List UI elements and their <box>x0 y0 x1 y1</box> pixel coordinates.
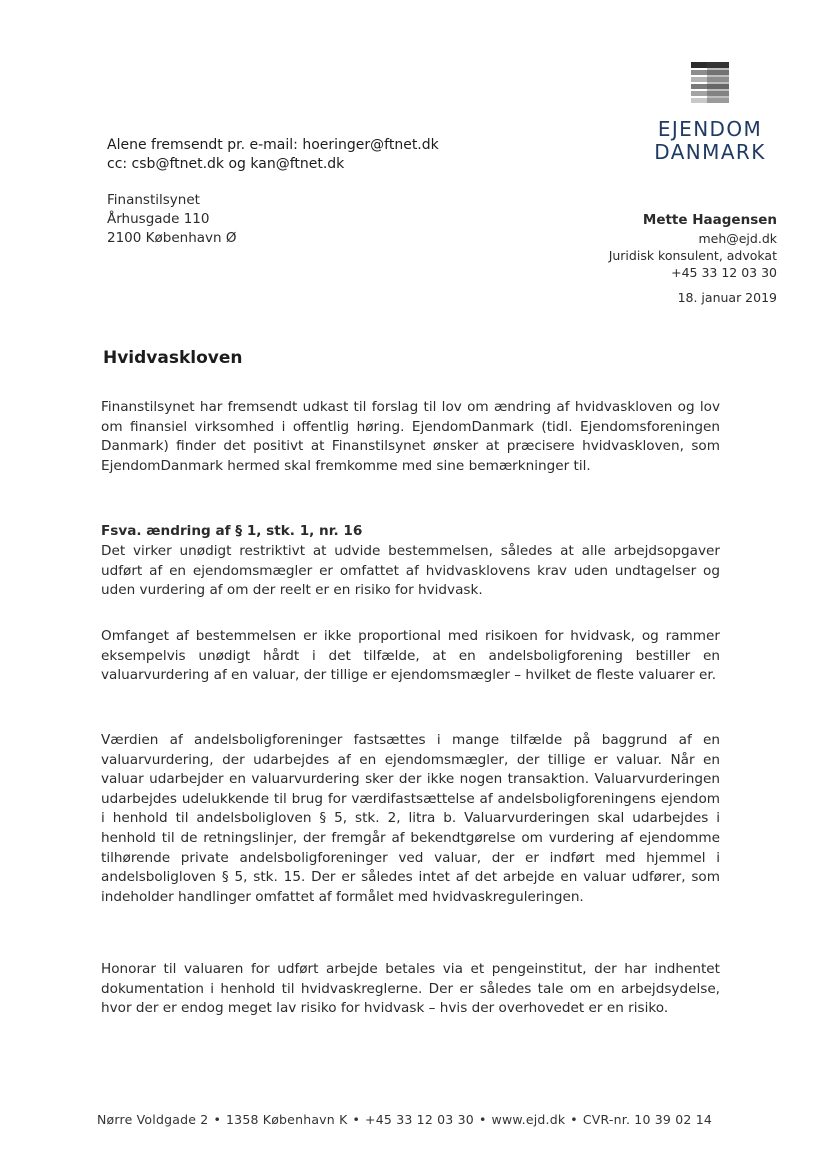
footer-website: www.ejd.dk <box>491 1112 566 1127</box>
sender-role: Juridisk konsulent, advokat <box>608 248 777 263</box>
paragraph: Honorar til valuaren for udført arbejde betales via et pengeinstitut, der har indhentet dokumentation i henhold til hvidvaskreglerne. Der er således tale om en arbejdsydelse, hvor der er endog meget lav risiko for hvidvask – hvis der overhovedet er en risiko. <box>101 961 720 1017</box>
sent-info <box>107 136 439 174</box>
paragraph: Værdien af andelsboligforeninger fastsættes i mange tilfælde på baggrund af en valuarvurdering, der udarbejdes af en ejendomsmægler, der tillige er valuar. Når en valuar udarbejder en valuarvurdering sker der ikke nogen transaktion. Valuarvurderingen udarbejdes udelukkende til brug for værdifastsættelse af andelsboligforeningens ejendom i henhold til andelsboligloven § 5, stk. 2, litra b. Valuarvurderingen skal udarbejdes i henhold til de retningslinjer, der fremgår af bekendtgørelse om vurdering af ejendomme tilhørende private andelsboligforeninger ved valuar, der er indført med hjemmel i andelsboligloven § 5, stk. 15. Der er således intet af det arbejde en valuar udfører, som indeholder handlinger omfattet af formålet med hvidvaskreguleringen. <box>101 732 720 905</box>
recipient-address <box>107 191 236 248</box>
logo-line-2: DANMARK <box>654 140 766 164</box>
stacked-layers-logo-icon <box>687 60 733 104</box>
paragraph-intro: Finanstilsynet har fremsendt udkast til forslag til lov om ændring af hvidvaskloven og lov om finansiel virksomhed i offentlig høring. EjendomDanmark (tidl. Ejendomsforeningen Danmark) finder det positivt at Finanstilsynet ønsker at præcisere hvidvaskloven, som EjendomDanmark hermed skal fremkomme med sine bemærkninger til. <box>101 399 720 474</box>
paragraph: Omfanget af bestemmelsen er ikke proportional med risikoen for hvidvask, og rammer eksempelvis unødigt hårdt i det tilfælde, at en andelsboligforening bestiller en valuarvurdering af en valuar, der tillige er ejendomsmægler – hvilket de fleste valuarer er. <box>101 628 720 684</box>
sent-line: Alene fremsendt pr. e-mail: hoeringer@ftnet.dk <box>107 137 439 153</box>
section-heading: Fsva. ændring af § 1, stk. 1, nr. 16 <box>101 523 363 539</box>
footer-address: Nørre Voldgade 2 <box>97 1112 209 1127</box>
footer-phone: +45 33 12 03 30 <box>365 1112 474 1127</box>
page-footer: Nørre Voldgade 2 • 1358 København K • +45 33 12 03 30 • www.ejd.dk • CVR-nr. 10 39 02 14 <box>97 1112 713 1127</box>
sender-email: meh@ejd.dk <box>698 231 777 246</box>
paragraph: Det virker unødigt restriktivt at udvide bestemmelsen, således at alle arbejdsopgaver udført af en ejendomsmægler er omfattet af hvidvasklovens krav uden undtagelser og uden vurdering af om der reelt er en risiko for hvidvask. <box>101 543 720 599</box>
company-logo <box>640 60 780 164</box>
address-line: 2100 København Ø <box>107 230 237 246</box>
logo-line-1: EJENDOM <box>657 117 763 141</box>
footer-city: 1358 København K <box>226 1112 348 1127</box>
sender-block <box>609 211 777 281</box>
cc-line: cc: csb@ftnet.dk og kan@ftnet.dk <box>107 156 345 172</box>
footer-cvr: CVR-nr. 10 39 02 14 <box>582 1112 713 1127</box>
sender-phone: +45 33 12 03 30 <box>671 265 777 280</box>
sender-name: Mette Haagensen <box>642 212 777 228</box>
address-line: Århusgade 110 <box>107 211 210 227</box>
document-title: Hvidvaskloven <box>103 348 243 368</box>
letter-date: 18. januar 2019 <box>677 290 777 305</box>
address-line: Finanstilsynet <box>107 192 200 208</box>
